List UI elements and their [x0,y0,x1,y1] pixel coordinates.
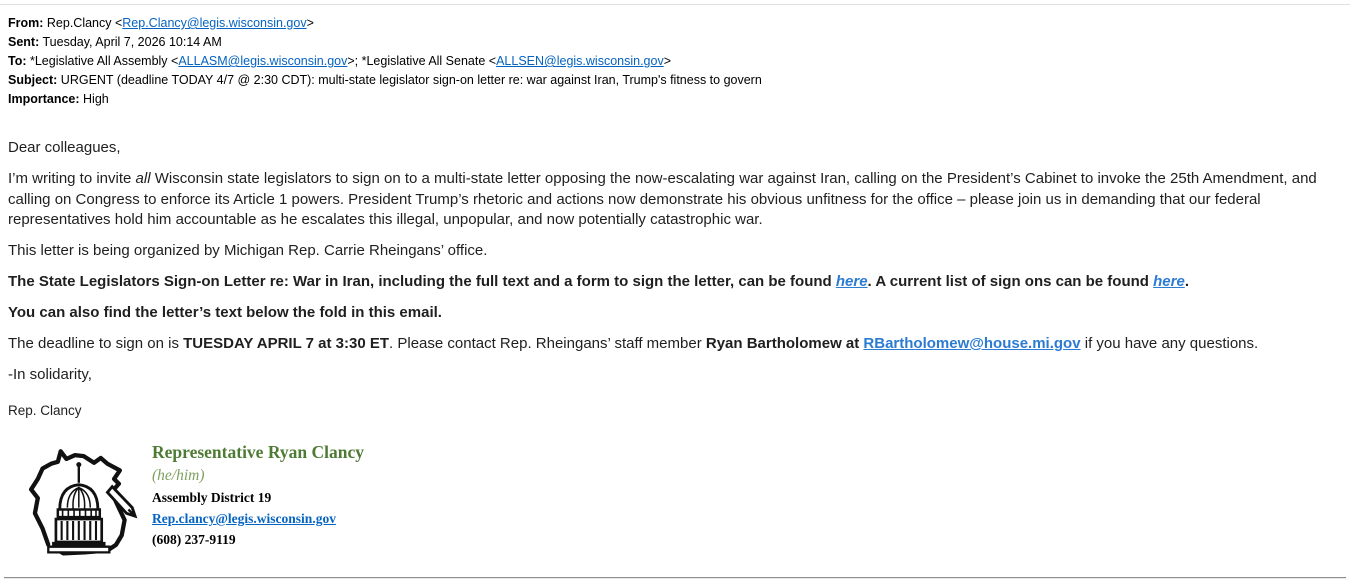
wisconsin-capitol-logo-icon [8,437,142,561]
importance-value: High [79,92,109,106]
from-label: From: [8,16,44,30]
to-part1: *Legislative All Assembly < [26,54,179,68]
signature-email-link[interactable]: Rep.clancy@legis.wisconsin.gov [152,511,336,526]
subject-value: URGENT (deadline TODAY 4/7 @ 2:30 CDT): multi-state legislator sign-on letter re: war against Iran, Trump's fitness to govern [57,73,762,87]
fold-divider [4,577,1346,579]
deadline-datetime: TUESDAY APRIL 7 at 3:30 ET [183,335,390,352]
subject-label: Subject: [8,73,58,87]
sender-name: Rep. Clancy [8,402,82,418]
to-part2: >; *Legislative All Senate < [347,54,497,68]
p1-italic-all: all [135,170,151,187]
from-close: > [306,16,314,30]
signoff: -In solidarity, [8,366,92,383]
paragraph-invite [8,169,1342,231]
p5-text3: if you have any questions. [1080,335,1259,352]
paragraph-deadline [8,334,1342,355]
sign-letter-here-link[interactable]: here [835,273,868,290]
signature-name: Representative Ryan Clancy [152,442,364,462]
header-importance-row [8,90,1340,109]
to-label: To: [8,54,27,68]
signature-text [152,437,364,552]
p3-text3: . [1184,273,1189,290]
signature-phone: (608) 237-9119 [152,532,236,547]
p1-text: I’m writing to invite [8,170,136,187]
header-subject-row [8,71,1340,90]
greeting: Dear colleagues, [8,139,121,156]
p5-text2: . Please contact Rep. Rheingans’ staff member [389,335,706,352]
email-body [0,138,1350,421]
email-header [0,5,1350,109]
header-from-row [8,14,1340,33]
paragraph-signon-letter [8,272,1342,293]
paragraph-below-fold: You can also find the letter’s text below the fold in this email. [8,304,442,321]
p1-text-rest: Wisconsin state legislators to sign on to a multi-state letter opposing the now-escalating war against Iran, calling on the President’s Cabinet to invoke the 25th Amendment, and calling on Congress to enforce its Article 1 powers. President Trump’s rhetoric and actions now demonstrate his obvious unfitness for the office – please join us in demanding that our federal representatives hold him accountable as he escalates this illegal, unpopular, and now potentially catastrophic war. [8,170,1317,228]
signature-block [8,437,1350,561]
signons-list-here-link[interactable]: here [1153,273,1185,290]
to-part3: > [663,54,672,68]
from-email-link[interactable]: Rep.Clancy@legis.wisconsin.gov [122,16,307,30]
staff-member-name: Ryan Bartholomew at [705,335,864,352]
p5-text1: The deadline to sign on is [8,335,184,352]
header-to-row [8,52,1340,71]
signature-district: Assembly District 19 [152,490,272,505]
from-name: Rep.Clancy < [43,16,123,30]
paragraph-organizer: This letter is being organized by Michigan Rep. Carrie Rheingans’ office. [8,242,488,259]
signature-pronouns: (he/him) [152,467,205,484]
p3-text2: . A current list of sign ons can be found [867,273,1154,290]
sent-label: Sent: [8,35,40,49]
to-senate-link[interactable]: ALLSEN@legis.wisconsin.gov [496,54,664,68]
p3-text1: The State Legislators Sign-on Letter re: War in Iran, including the full text and a form to sign the letter, can be found [8,273,836,290]
importance-label: Importance: [8,92,80,106]
to-assembly-link[interactable]: ALLASM@legis.wisconsin.gov [178,54,348,68]
header-sent-row [8,33,1340,52]
staff-email-link[interactable]: RBartholomew@house.mi.gov [863,335,1081,352]
sent-value: Tuesday, April 7, 2026 10:14 AM [39,35,222,49]
